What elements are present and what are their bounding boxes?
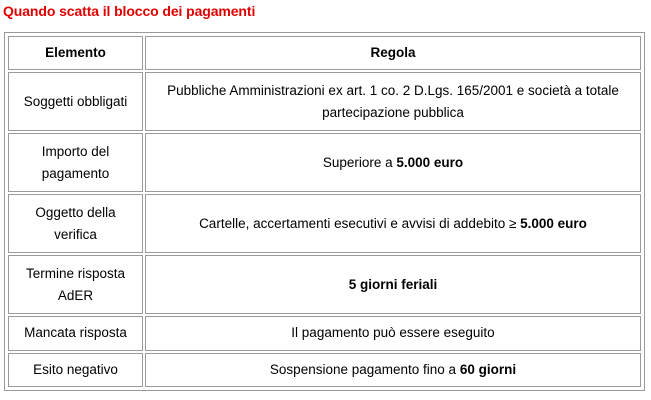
page-title: Quando scatta il blocco dei pagamenti xyxy=(3,3,256,19)
cell-elemento: Termine risposta AdER xyxy=(8,255,143,314)
cell-elemento: Oggetto della verifica xyxy=(8,194,143,253)
header-elemento: Elemento xyxy=(8,36,143,70)
rules-table xyxy=(6,34,643,389)
cell-regola: 5 giorni feriali xyxy=(145,255,641,314)
table-row xyxy=(8,255,641,314)
cell-regola: Superiore a 5.000 euro xyxy=(145,133,641,192)
cell-elemento: Mancata risposta xyxy=(8,316,143,350)
cell-regola: Il pagamento può essere eseguito xyxy=(145,316,641,350)
cell-regola: Pubbliche Amministrazioni ex art. 1 co. 2 D.Lgs. 165/2001 e società a totale partecipazione pubblica xyxy=(145,72,641,131)
cell-regola: Cartelle, accertamenti esecutivi e avvisi di addebito ≥ 5.000 euro xyxy=(145,194,641,253)
table-header-row xyxy=(8,36,641,70)
cell-elemento: Esito negativo xyxy=(8,353,143,387)
table-row xyxy=(8,316,641,350)
cell-regola: Sospensione pagamento fino a 60 giorni xyxy=(145,353,641,387)
table-row xyxy=(8,194,641,253)
table-row xyxy=(8,133,641,192)
cell-elemento: Soggetti obbligati xyxy=(8,72,143,131)
table-row xyxy=(8,353,641,387)
cell-elemento: Importo del pagamento xyxy=(8,133,143,192)
table-row xyxy=(8,72,641,131)
rules-table-frame xyxy=(4,32,645,391)
header-regola: Regola xyxy=(145,36,641,70)
